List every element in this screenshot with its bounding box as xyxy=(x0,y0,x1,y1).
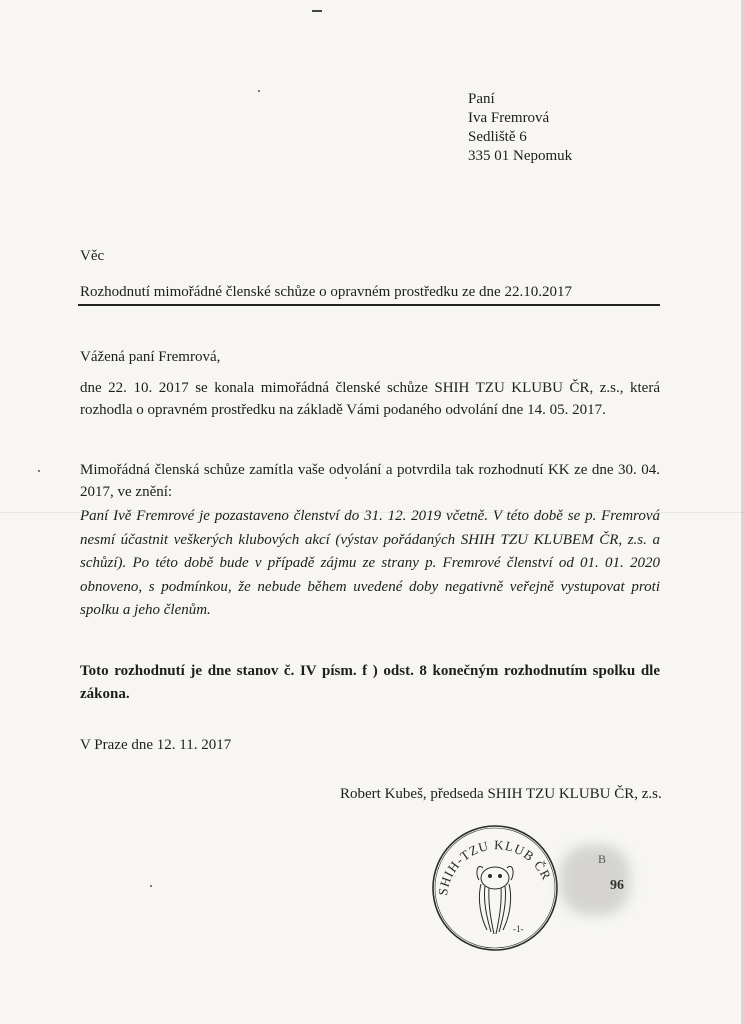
quoted-decision: Paní Ivě Fremrové je pozastaveno členství do 31. 12. 2019 včetně. V této době se p. Fremrová nesmí účastnit veškerých klubových akcí (výstav pořádaných SHIH TZU KLUBEM ČR, z.s. a schůzí). Po této době bude v případě zájmu ze strany p. Fremrové členství od 01. 01. 2020 obnoveno, s podmínkou, že nebude během uvedené doby negativně veřejně vystupovat proti spolku a jeho členům. xyxy=(80,508,660,618)
club-stamp xyxy=(425,818,565,958)
greeting: Vážená paní Fremrová, xyxy=(80,349,221,365)
recipient-street: Sedliště 6 xyxy=(468,129,527,145)
scan-dot xyxy=(258,90,260,92)
recipient-address xyxy=(468,90,572,166)
paragraph-1: dne 22. 10. 2017 se konala mimořádná členské schůze SHIH TZU KLUBU ČR, z.s., která rozhodla o opravném prostředku na základě Vámi podaného odvolání dne 14. 05. 2017. xyxy=(80,380,660,418)
redacted-mark-1: B xyxy=(598,852,607,866)
subject-text: Rozhodnutí mimořádné členské schůze o opravném prostředku ze dne 22.10.2017 xyxy=(80,284,572,300)
stamp-text: SHIH-TZU KLUB ČR xyxy=(434,837,555,897)
recipient-name: Iva Fremrová xyxy=(468,110,550,126)
finality-statement: Toto rozhodnutí je dne stanov č. IV písm. f ) odst. 8 konečným rozhodnutím spolku dle zákona. xyxy=(80,663,660,702)
recipient-salutation: Paní xyxy=(468,91,495,107)
paragraph-2: Mimořádná členská schůze zamítla vaše odvolání a potvrdila tak rozhodnutí KK ze dne 30. 04. 2017, ve znění: xyxy=(80,462,660,500)
recipient-city: 335 01 Nepomuk xyxy=(468,148,573,164)
scan-dot xyxy=(150,885,152,887)
subject-label: Věc xyxy=(80,248,105,264)
subject-underline xyxy=(78,304,660,306)
redacted-mark-2: 96 xyxy=(610,878,624,893)
dog-head-icon xyxy=(477,866,513,934)
place-date: V Praze dne 12. 11. 2017 xyxy=(80,737,232,753)
scan-dot xyxy=(38,470,40,472)
stamp-number: -1- xyxy=(513,924,524,934)
scan-mark xyxy=(312,10,322,12)
signature-line: Robert Kubeš, předseda SHIH TZU KLUBU ČR, z.s. xyxy=(340,786,662,802)
